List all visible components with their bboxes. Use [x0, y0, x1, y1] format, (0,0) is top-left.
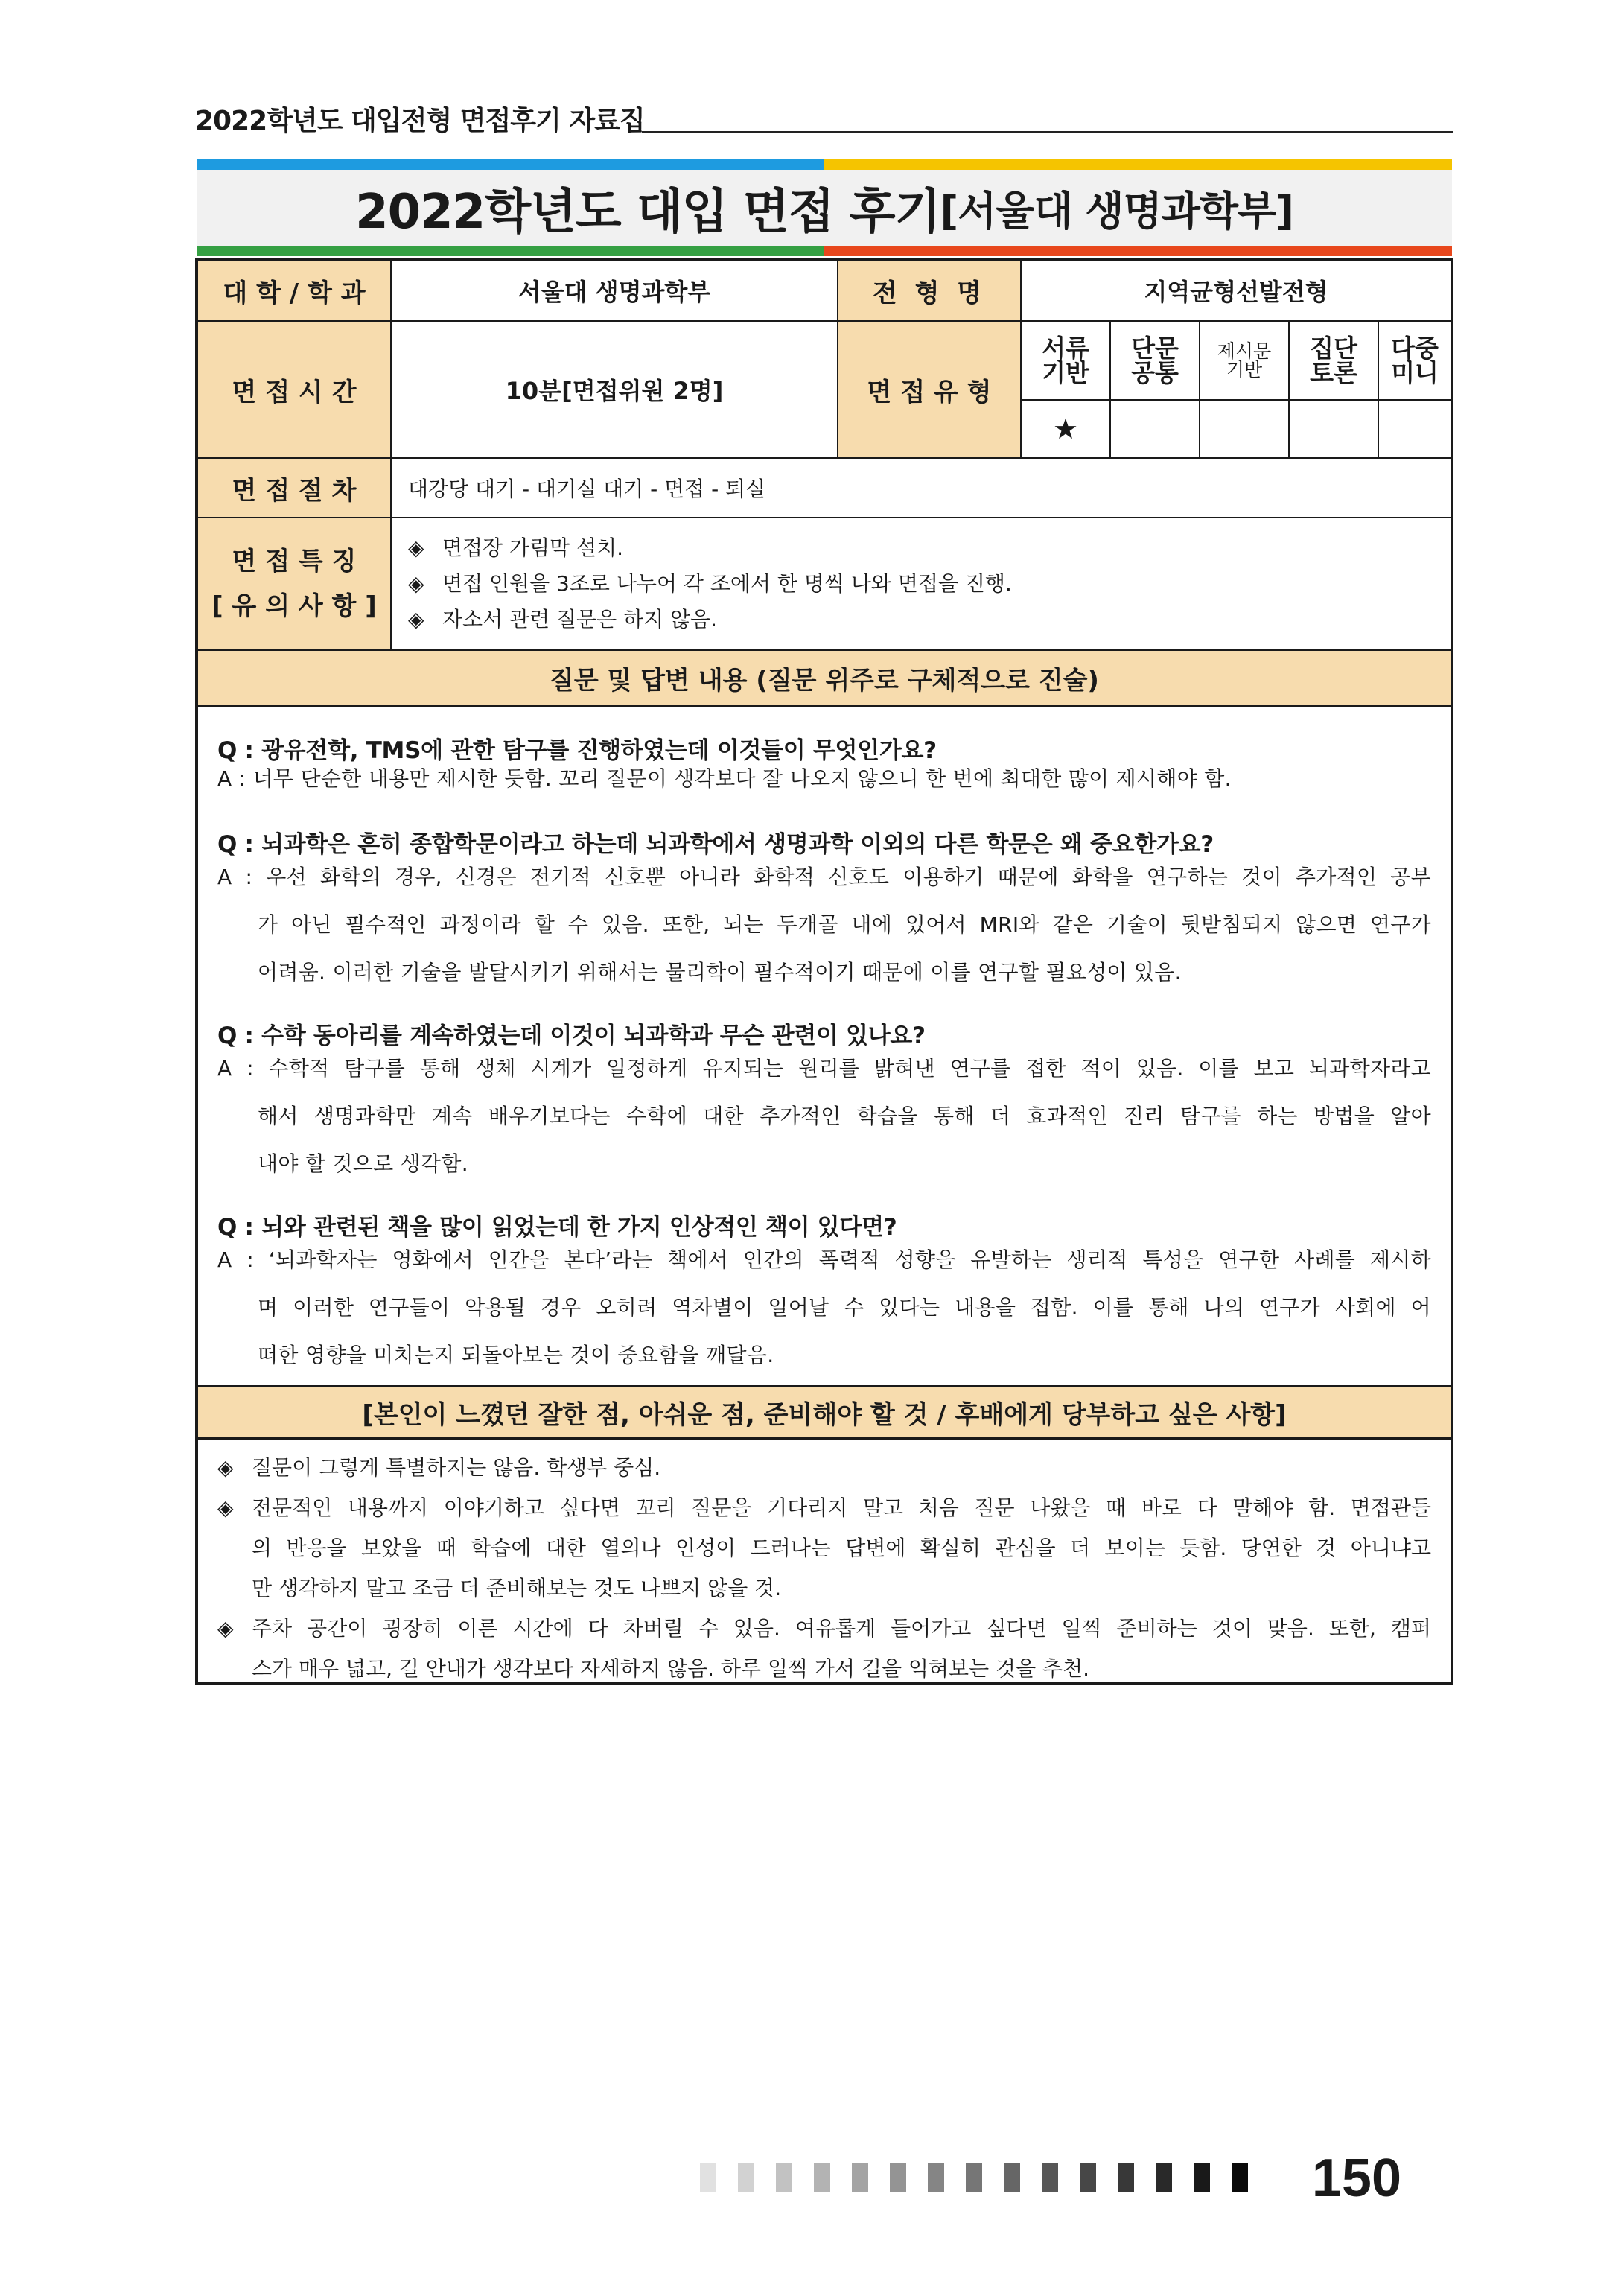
footer-square — [1042, 2163, 1058, 2192]
tip-line — [217, 1488, 1431, 1528]
running-header — [195, 94, 1453, 139]
type-header-line: 단문 — [1131, 334, 1179, 363]
feature-text: 자소서 관련 질문은 하지 않음. — [442, 607, 718, 632]
type-mark-short-common — [1111, 401, 1200, 459]
running-header-text: 2022학년도 대입전형 면접후기 자료집 — [195, 106, 645, 136]
footer-square — [890, 2163, 906, 2192]
footer-square — [738, 2163, 754, 2192]
answer-line: 가 아닌 필수적인 과정이라 할 수 있음. 또한, 뇌는 두개골 내에 있어서 MRI와 같은 기술이 뒷받침되지 않으면 연구가 — [258, 912, 1431, 937]
title-banner — [197, 170, 1452, 246]
answer-line: 어려움. 이러한 기술을 발달시키기 위해서는 물리학이 필수적이기 때문에 이를 연구할 필요성이 있음. — [258, 960, 1182, 985]
page-footer — [700, 2143, 1445, 2210]
footer-square — [1080, 2163, 1096, 2192]
footer-square — [700, 2163, 716, 2192]
time-value: 10분[면접위원 2명] — [392, 322, 838, 459]
page-number: 150 — [1311, 2149, 1401, 2208]
univ-value: 서울대 생명과학부 — [392, 261, 838, 322]
features-label — [198, 518, 392, 649]
features-list — [392, 518, 1451, 649]
answer-line: 내야 할 것으로 생각함. — [258, 1151, 468, 1176]
features-label-line1: 면 접 특 징 — [232, 547, 357, 576]
tip-text: 전문적인 내용까지 이야기하고 싶다면 꼬리 질문을 기다리지 말고 처음 질문 나왔을 때 바로 다 말해야 함. 면접관들 — [252, 1495, 1431, 1520]
type-header-line: 기반 — [1226, 359, 1263, 381]
diamond-bullet-icon: ◈ — [408, 571, 424, 596]
procedure-value: 대강당 대기 - 대기실 대기 - 면접 - 퇴실 — [392, 459, 1451, 518]
question-3: Q : 수학 동아리를 계속하였는데 이것이 뇌과학과 무슨 관련이 있나요? — [217, 1023, 926, 1049]
type-header-line: 다중 — [1391, 334, 1439, 363]
title-bar-blue — [197, 159, 824, 170]
procedure-label: 면 접 절 차 — [198, 459, 392, 518]
type-header-line: 기반 — [1042, 358, 1089, 387]
type-header-line: 미니 — [1391, 358, 1439, 387]
title-bar-yellow — [824, 159, 1452, 170]
title-bar-red — [824, 246, 1452, 256]
answer-line: 떠한 영향을 미치는지 되돌아보는 것이 중요함을 깨달음. — [258, 1343, 774, 1367]
footer-square — [966, 2163, 982, 2192]
answer-line: A : 너무 단순한 내용만 제시한 듯함. 꼬리 질문이 생각보다 잘 나오지 않으니 한 번에 최대한 많이 제시해야 함. — [217, 766, 1232, 791]
type-header-group — [1290, 322, 1379, 401]
tip-line — [217, 1609, 1431, 1649]
feature-item — [408, 530, 623, 566]
answer-line: 해서 생명과학만 계속 배우기보다는 수학에 대한 추가적인 학습을 통해 더 효과적인 진리 탐구를 하는 방법을 알아 — [258, 1104, 1431, 1128]
title-block — [197, 159, 1452, 256]
type-header-line: 공통 — [1131, 358, 1179, 387]
type-header-document — [1022, 322, 1111, 401]
features-label-line2: [ 유 의 사 항 ] — [211, 591, 377, 621]
footer-square — [1194, 2163, 1210, 2192]
footer-square — [852, 2163, 868, 2192]
tip-text: 주차 공간이 굉장히 이른 시간에 다 차버릴 수 있음. 여유롭게 들어가고 싶다면 일찍 준비하는 것이 맞음. 또한, 캠퍼 — [252, 1616, 1431, 1641]
footer-square — [1004, 2163, 1020, 2192]
question-4: Q : 뇌와 관련된 책을 많이 읽었는데 한 가지 인상적인 책이 있다면? — [217, 1214, 897, 1241]
type-mark-group — [1290, 401, 1379, 459]
answer-line: A : ‘뇌과학자는 영화에서 인간을 본다’라는 책에서 인간의 폭력적 성향을 유발하는 생리적 특성을 연구한 사례를 제시하 — [217, 1247, 1431, 1272]
feature-item — [408, 602, 717, 637]
tip-line: 만 생각하지 말고 조금 더 준비해보는 것도 나쁘지 않을 것. — [252, 1576, 782, 1600]
footer-square — [1156, 2163, 1172, 2192]
footer-square — [1118, 2163, 1134, 2192]
feature-text: 면접 인원을 3조로 나누어 각 조에서 한 명씩 나와 면접을 진행. — [442, 571, 1012, 596]
footer-square — [814, 2163, 830, 2192]
page-title: 2022학년도 대입 면접 후기 — [355, 185, 940, 240]
time-label: 면 접 시 간 — [198, 322, 392, 459]
type-label: 면 접 유 형 — [838, 322, 1022, 459]
interview-sheet — [195, 258, 1453, 1685]
track-label: 전 형 명 — [838, 261, 1022, 322]
tip-line — [217, 1448, 1431, 1488]
tip-item — [217, 1488, 1431, 1609]
feature-item — [408, 566, 1012, 602]
qa-section-header: 질문 및 답변 내용 (질문 위주로 구체적으로 진술) — [198, 649, 1451, 707]
diamond-bullet-icon: ◈ — [217, 1616, 234, 1641]
diamond-bullet-icon: ◈ — [408, 607, 424, 632]
feature-text: 면접장 가림막 설치. — [442, 535, 624, 560]
type-mark-passage — [1200, 401, 1290, 459]
title-bar-green — [197, 246, 824, 256]
qa-list — [217, 715, 1431, 1385]
tip-line: 의 반응을 보았을 때 학습에 대한 열의나 인성이 드러나는 답변에 확실히 관심을 더 보이는 듯함. 당연한 것 아니냐고 — [252, 1536, 1431, 1560]
type-header-line: 서류 — [1042, 334, 1089, 363]
type-header-line: 제시문 — [1217, 340, 1272, 362]
type-mark-document: ★ — [1022, 401, 1111, 459]
univ-label: 대 학 / 학 과 — [198, 261, 392, 322]
type-mark-mmi — [1379, 401, 1451, 459]
answer-3 — [217, 1045, 1431, 1188]
question-2: Q : 뇌과학은 흔히 종합학문이라고 하는데 뇌과학에서 생명과학 이외의 다른 학문은 왜 중요한가요? — [217, 831, 1214, 858]
tip-line: 스가 매우 넓고, 길 안내가 생각보다 자세하지 않음. 하루 일찍 가서 길을 익혀보는 것을 추천. — [252, 1656, 1090, 1681]
question-1: Q : 광유전학, TMS에 관한 탐구를 진행하였는데 이것들이 무엇인가요? — [217, 737, 937, 764]
footer-square — [928, 2163, 944, 2192]
footer-square — [776, 2163, 792, 2192]
type-header-line: 집단 — [1310, 334, 1357, 363]
tip-item — [217, 1448, 1431, 1488]
answer-4 — [217, 1236, 1431, 1379]
answer-line: 며 이러한 연구들이 악용될 경우 오히려 역차별이 일어날 수 있다는 내용을 접함. 이를 통해 나의 연구가 사회에 어 — [258, 1295, 1431, 1320]
tip-text: 질문이 그렇게 특별하지는 않음. 학생부 중심. — [252, 1455, 661, 1480]
diamond-bullet-icon: ◈ — [217, 1495, 234, 1520]
track-value: 지역균형선발전형 — [1022, 261, 1451, 322]
type-header-line: 토론 — [1310, 358, 1357, 387]
footer-square — [1232, 2163, 1248, 2192]
running-header-rule — [642, 131, 1453, 133]
answer-line: A : 수학적 탐구를 통해 생체 시계가 일정하게 유지되는 원리를 밝혀낸 연구를 접한 적이 있음. 이를 보고 뇌과학자라고 — [217, 1056, 1431, 1081]
answer-line: A : 우선 화학의 경우, 신경은 전기적 신호뿐 아니라 화학적 신호도 이용하기 때문에 화학을 연구하는 것이 추가적인 공부 — [217, 865, 1431, 889]
diamond-bullet-icon: ◈ — [217, 1455, 234, 1480]
diamond-bullet-icon: ◈ — [408, 535, 424, 560]
answer-2 — [217, 853, 1431, 996]
tips-list — [217, 1448, 1431, 1689]
answer-1 — [217, 755, 1431, 803]
tips-section-header: [본인이 느꼈던 잘한 점, 아쉬운 점, 준비해야 할 것 / 후배에게 당부하고 싶은 사항] — [198, 1385, 1451, 1440]
type-header-passage — [1200, 322, 1290, 401]
type-header-short-common — [1111, 322, 1200, 401]
page-subtitle: [서울대 생명과학부] — [940, 187, 1293, 235]
type-header-mmi — [1379, 322, 1451, 401]
tip-item — [217, 1609, 1431, 1689]
